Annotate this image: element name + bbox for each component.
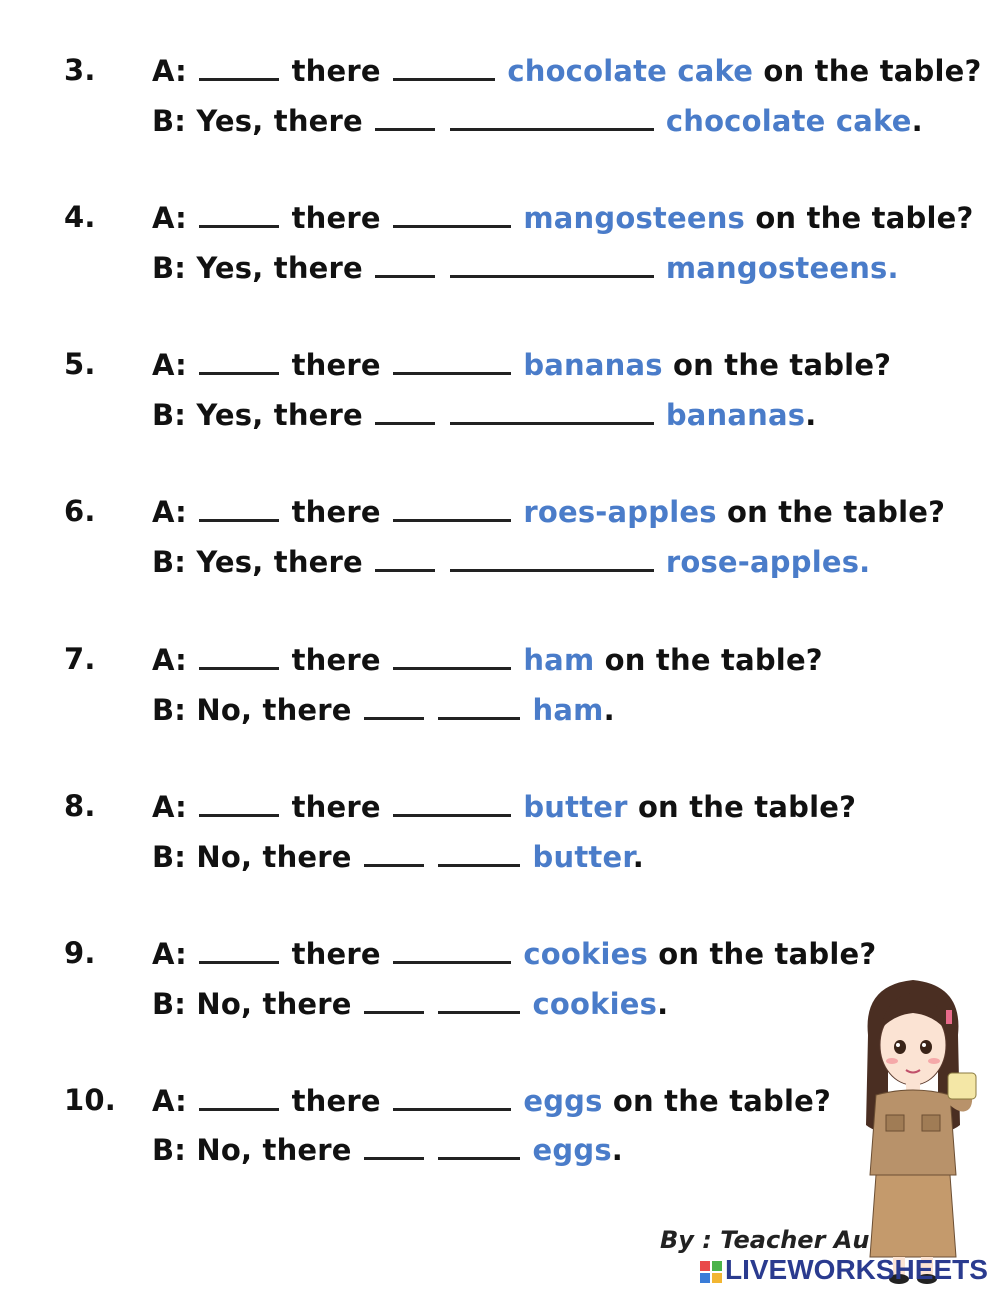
keyword: butter — [532, 840, 633, 874]
keyword: ham — [523, 643, 595, 677]
punctuation: . — [632, 840, 644, 874]
answer-blank[interactable] — [438, 836, 520, 867]
word: there — [291, 495, 381, 529]
answer-blank[interactable] — [375, 100, 435, 131]
keyword: chocolate cake — [507, 54, 754, 88]
keyword: eggs — [523, 1084, 603, 1118]
question-number: 8. — [64, 789, 96, 823]
answer-blank[interactable] — [375, 394, 435, 425]
answer-lead: B: Yes, there — [152, 251, 363, 285]
answer-blank[interactable] — [450, 100, 654, 131]
answer-blank[interactable] — [438, 689, 520, 720]
speaker-label: A: — [152, 348, 187, 382]
question-number: 4. — [64, 200, 96, 234]
word: there — [291, 790, 381, 824]
answer-blank[interactable] — [393, 50, 495, 81]
question-tail: on the table? — [658, 937, 877, 971]
speaker-label: A: — [152, 1084, 187, 1118]
question-tail: on the table? — [604, 643, 823, 677]
answer-blank[interactable] — [393, 344, 511, 375]
answer-blank[interactable] — [393, 933, 511, 964]
answer-blank[interactable] — [199, 50, 279, 81]
keyword: cookies — [532, 987, 658, 1021]
word: there — [291, 643, 381, 677]
answer-blank[interactable] — [199, 639, 279, 670]
answer-blank[interactable] — [375, 541, 435, 572]
answer-blank[interactable] — [199, 1080, 279, 1111]
answer-blank[interactable] — [375, 247, 435, 278]
answer-blank[interactable] — [364, 836, 424, 867]
speaker-label: A: — [152, 937, 187, 971]
speaker-label: A: — [152, 54, 187, 88]
answer-blank[interactable] — [450, 247, 654, 278]
answer-blank[interactable] — [364, 983, 424, 1014]
punctuation: . — [611, 1133, 624, 1167]
question-tail: on the table? — [637, 790, 857, 824]
answer-blank[interactable] — [199, 786, 279, 817]
brand-logo[interactable] — [700, 1254, 988, 1286]
answer-blank[interactable] — [199, 491, 279, 522]
keyword: mangosteens — [523, 201, 746, 235]
brand-text: LIVEWORKSHEETS — [725, 1254, 988, 1285]
question-number: 7. — [64, 642, 96, 676]
keyword: chocolate cake — [665, 104, 912, 138]
answer-blank[interactable] — [364, 1129, 424, 1160]
answer-lead: B: No, there — [152, 840, 352, 874]
punctuation: . — [805, 398, 817, 432]
answer-blank[interactable] — [393, 491, 511, 522]
word: there — [291, 348, 381, 382]
answer-lead: B: Yes, there — [152, 398, 363, 432]
question-number: 10. — [64, 1083, 116, 1117]
keyword: ham — [532, 693, 604, 727]
author-credit: By : Teacher Au — [660, 1226, 870, 1254]
word: there — [291, 201, 381, 235]
answer-blank[interactable] — [450, 541, 654, 572]
answer-lead: B: Yes, there — [152, 545, 363, 579]
answer-lead: B: Yes, there — [152, 104, 363, 138]
speaker-label: A: — [152, 643, 187, 677]
answer-blank[interactable] — [364, 689, 424, 720]
keyword: roes-apples — [523, 495, 717, 529]
keyword: butter — [523, 790, 628, 824]
question-tail: on the table? — [612, 1084, 832, 1118]
answer-blank[interactable] — [199, 933, 279, 964]
answer-blank[interactable] — [199, 344, 279, 375]
question-number: 6. — [64, 494, 96, 528]
keyword: bananas — [665, 398, 806, 432]
keyword: bananas — [523, 348, 663, 382]
punctuation: . — [657, 987, 669, 1021]
answer-blank[interactable] — [450, 394, 654, 425]
keyword: mangosteens. — [665, 251, 899, 285]
punctuation: . — [911, 104, 923, 138]
question-number: 5. — [64, 347, 96, 381]
answer-lead: B: No, there — [152, 693, 352, 727]
answer-blank[interactable] — [438, 1129, 520, 1160]
keyword: cookies — [523, 937, 648, 971]
question-number: 3. — [64, 53, 96, 87]
answer-blank[interactable] — [393, 1080, 511, 1111]
answer-blank[interactable] — [393, 197, 511, 228]
answer-blank[interactable] — [199, 197, 279, 228]
answer-lead: B: No, there — [152, 1133, 352, 1167]
keyword: rose-apples. — [665, 545, 871, 579]
keyword: eggs — [532, 1133, 612, 1167]
word: there — [291, 937, 381, 971]
answer-blank[interactable] — [438, 983, 520, 1014]
question-tail: on the table? — [726, 495, 946, 529]
question-tail: on the table? — [755, 201, 974, 235]
speaker-label: A: — [152, 790, 187, 824]
answer-blank[interactable] — [393, 786, 511, 817]
question-tail: on the table? — [673, 348, 892, 382]
liveworksheets-icon — [700, 1261, 722, 1283]
answer-blank[interactable] — [393, 639, 511, 670]
speaker-label: A: — [152, 495, 187, 529]
word: there — [291, 54, 381, 88]
answer-lead: B: No, there — [152, 987, 352, 1021]
word: there — [291, 1084, 381, 1118]
punctuation: . — [603, 693, 615, 727]
speaker-label: A: — [152, 201, 187, 235]
question-tail: on the table? — [763, 54, 982, 88]
question-number: 9. — [64, 936, 96, 970]
